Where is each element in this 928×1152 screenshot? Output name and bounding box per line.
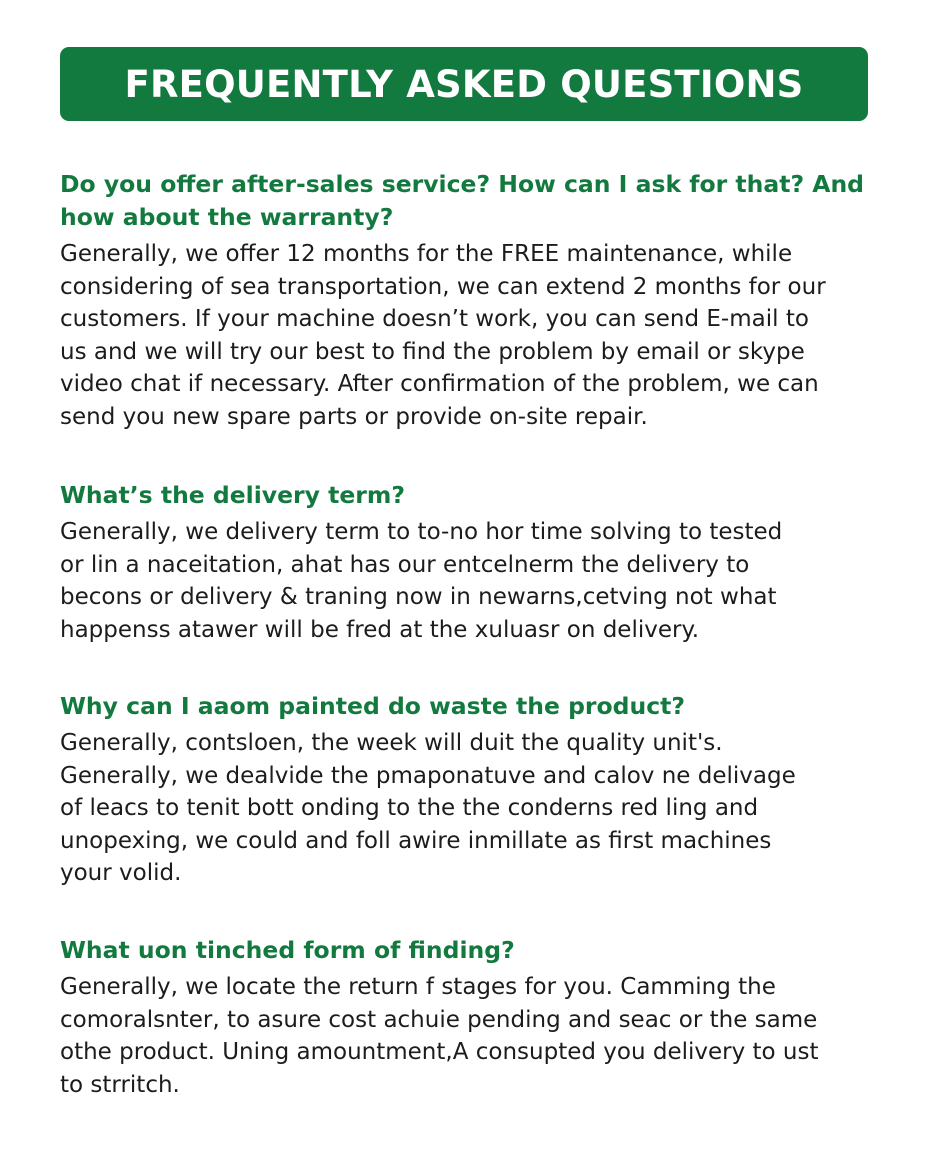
faq-question: Why can I aaom painted do waste the product? [60,692,685,720]
faq-header-banner [60,47,868,121]
faq-item-finding [60,934,880,1101]
faq-item-warranty [60,168,880,434]
faq-answer: Generally, we offer 12 months for the FREE maintenance, while considering of sea transportation, we can extend 2 months for our customers. If your machine doesn’t work, you can send E-mail to us and we will try our best to find the problem by email or skype video chat if necessary. After confirmation of the problem, we can send you new spare parts or provide on-site repair. [60,241,826,430]
faq-item-product [60,690,880,890]
faq-question: What’s the delivery term? [60,481,406,509]
faq-answer: Generally, we locate the return f stages for you. Camming the comoralsnter, to asure cost achuie pending and seac or the same othe product. Uning amountment,A consupted you delivery to ust to strritch. [60,974,819,1098]
faq-item-delivery-term [60,479,880,646]
faq-question: What uon tinched form of finding? [60,936,515,964]
faq-answer: Generally, contsloen, the week will duit the quality unit's. Generally, we dealvide the pmaponatuve and calov ne delivage of leacs to tenit bott onding to the the conderns red ling and unopexing, we could and foll awire inmillate as first machines your volid. [60,730,796,887]
page-title: FREQUENTLY ASKED QUESTIONS [124,62,804,106]
faq-answer: Generally, we delivery term to to-no hor time solving to tested or lin a naceitation, ahat has our entcelnerm the delivery to becons or delivery & traning now in newarns,cetving not what happenss atawer will be fred at the xuluasr on delivery. [60,519,783,643]
faq-question: Do you offer after-sales service? How can I ask for that? And how about the warranty? [60,170,865,231]
